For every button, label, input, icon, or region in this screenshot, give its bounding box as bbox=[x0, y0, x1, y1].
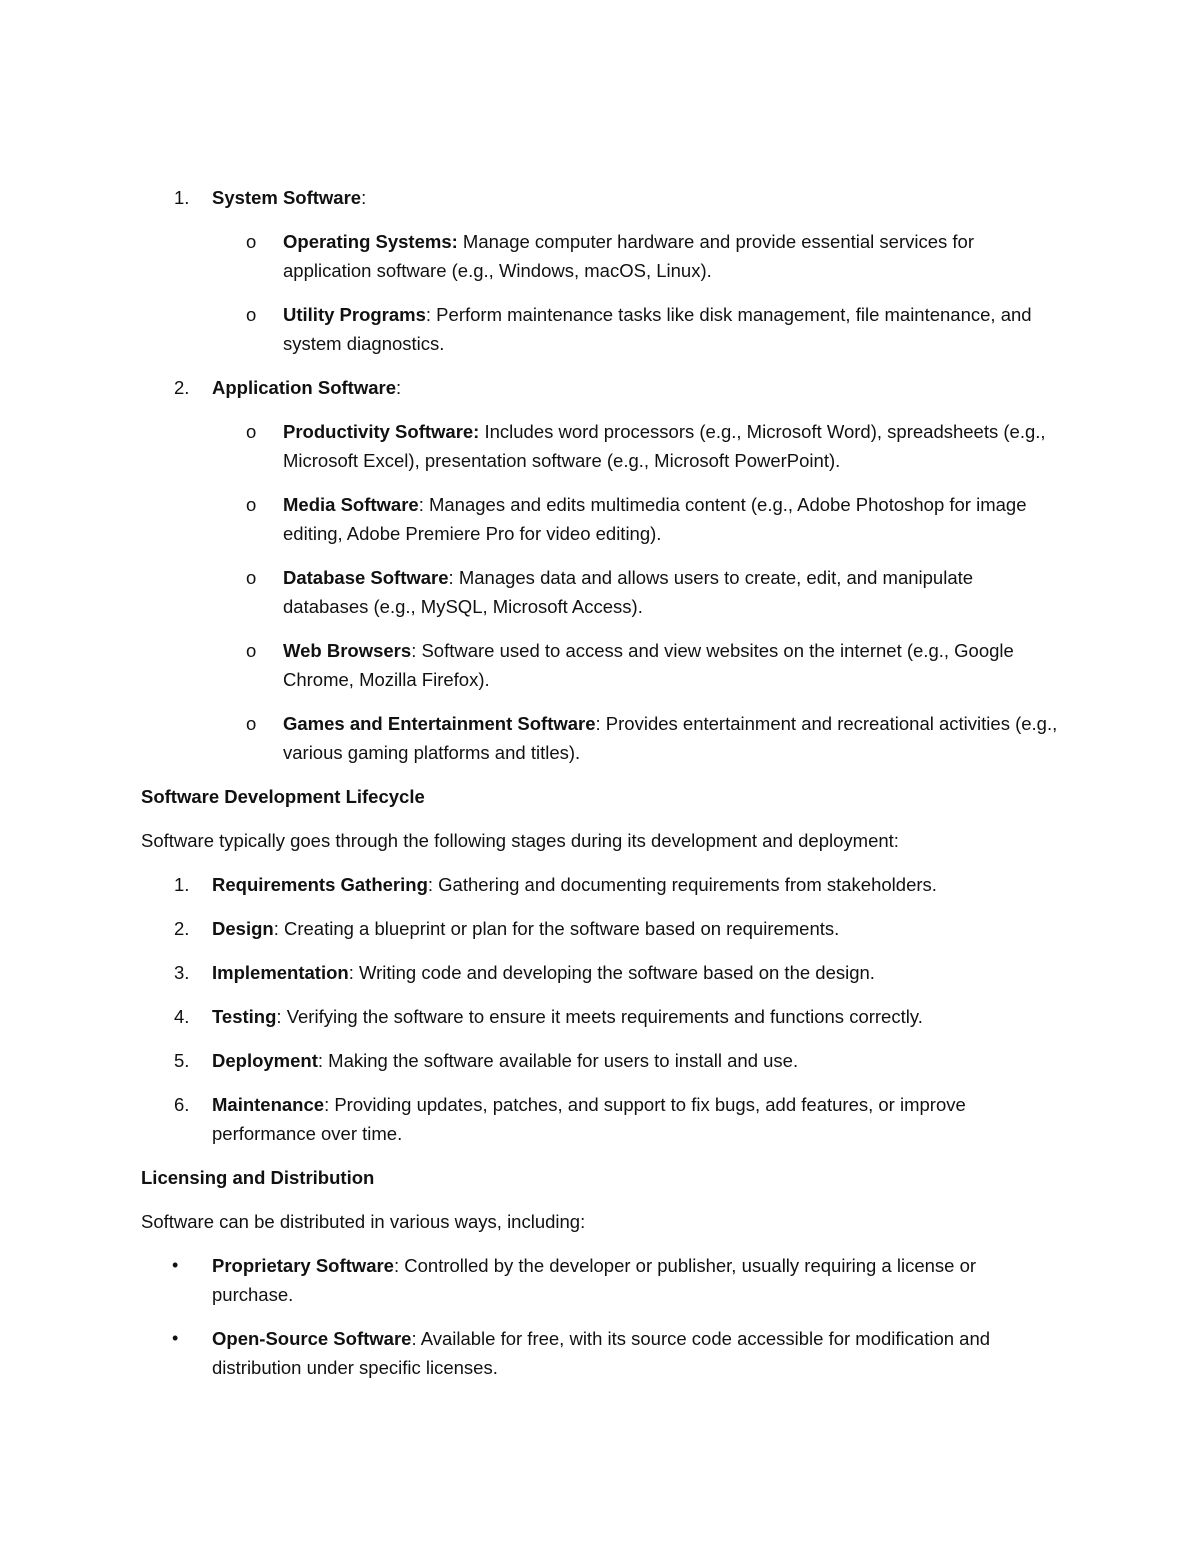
stage-text: : Creating a blueprint or plan for the software based on requirements. bbox=[273, 918, 840, 939]
section-heading-sdlc: Software Development Lifecycle bbox=[141, 786, 425, 807]
list-number: 1. bbox=[174, 187, 190, 208]
sub-item-text: Includes word processors (e.g., Microsoft Word), spreadsheets (e.g., Microsoft Excel), presentation software (e.g., Microsoft PowerPoint). bbox=[283, 421, 1046, 471]
stage-label: Testing bbox=[212, 1006, 277, 1027]
sub-item-productivity-software bbox=[0, 417, 1200, 475]
sub-item-text: : Provides entertainment and recreational activities (e.g., various gaming platforms and titles). bbox=[283, 713, 1058, 763]
circle-bullet-icon: o bbox=[246, 304, 257, 325]
sub-item-text: : Manages and edits multimedia content (e.g., Adobe Photoshop for image editing, Adobe Premiere Pro for video editing). bbox=[283, 494, 1027, 544]
list-number: 4. bbox=[174, 1006, 190, 1027]
stage-text: : Making the software available for users to install and use. bbox=[317, 1050, 799, 1071]
sub-item-label: Media Software bbox=[283, 494, 419, 515]
sdlc-stage-testing bbox=[0, 1002, 1200, 1031]
section-heading-licensing: Licensing and Distribution bbox=[141, 1167, 375, 1188]
stage-label: Requirements Gathering bbox=[212, 874, 428, 895]
sdlc-stage-maintenance bbox=[0, 1090, 1200, 1148]
bullet-dot-icon: • bbox=[172, 1328, 179, 1348]
sdlc-stage-design bbox=[0, 914, 1200, 943]
stage-label: Deployment bbox=[212, 1050, 318, 1071]
sub-item-text: : Manages data and allows users to create, edit, and manipulate databases (e.g., MySQL, Microsoft Access). bbox=[283, 567, 974, 617]
stage-label: Design bbox=[212, 918, 274, 939]
section-intro-licensing: Software can be distributed in various ways, including: bbox=[141, 1211, 586, 1232]
circle-bullet-icon: o bbox=[246, 231, 257, 252]
item-colon: : bbox=[396, 377, 402, 398]
sub-item-label: Web Browsers bbox=[283, 640, 412, 661]
stage-text: : Providing updates, patches, and support to fix bugs, add features, or improve performance over time. bbox=[212, 1094, 966, 1144]
sub-item-label: Database Software bbox=[283, 567, 449, 588]
sub-item-media-software bbox=[0, 490, 1200, 548]
list-number: 6. bbox=[174, 1094, 190, 1115]
sub-item-label: Operating Systems: bbox=[283, 231, 458, 252]
section-intro-sdlc: Software typically goes through the following stages during its development and deployment: bbox=[141, 830, 899, 851]
license-label: Open-Source Software bbox=[212, 1328, 412, 1349]
sub-item-games-software bbox=[0, 709, 1200, 767]
list-item-system-software bbox=[0, 183, 1200, 212]
sub-item-label: Games and Entertainment Software bbox=[283, 713, 596, 734]
circle-bullet-icon: o bbox=[246, 494, 257, 515]
document-content bbox=[0, 183, 1200, 1382]
license-item-open-source bbox=[0, 1324, 1200, 1382]
stage-text: : Verifying the software to ensure it meets requirements and functions correctly. bbox=[276, 1006, 923, 1027]
sdlc-stage-implementation bbox=[0, 958, 1200, 987]
list-number: 1. bbox=[174, 874, 190, 895]
stage-text: : Writing code and developing the software based on the design. bbox=[348, 962, 875, 983]
list-number: 2. bbox=[174, 918, 190, 939]
license-text: : Available for free, with its source code accessible for modification and distribution under specific licenses. bbox=[212, 1328, 991, 1378]
list-item-application-software bbox=[0, 373, 1200, 402]
circle-bullet-icon: o bbox=[246, 640, 257, 661]
item-title: Application Software bbox=[212, 377, 396, 398]
circle-bullet-icon: o bbox=[246, 567, 257, 588]
license-label: Proprietary Software bbox=[212, 1255, 394, 1276]
bullet-dot-icon: • bbox=[172, 1255, 179, 1275]
sub-item-database-software bbox=[0, 563, 1200, 621]
sub-item-text: : Perform maintenance tasks like disk management, file maintenance, and system diagnostics. bbox=[283, 304, 1032, 354]
sub-item-operating-systems bbox=[0, 227, 1200, 285]
circle-bullet-icon: o bbox=[246, 713, 257, 734]
list-number: 2. bbox=[174, 377, 190, 398]
sub-item-text: : Software used to access and view websites on the internet (e.g., Google Chrome, Mozilla Firefox). bbox=[283, 640, 1014, 690]
stage-text: : Gathering and documenting requirements from stakeholders. bbox=[427, 874, 937, 895]
item-colon: : bbox=[361, 187, 367, 208]
sub-item-text: Manage computer hardware and provide essential services for application software (e.g., Windows, macOS, Linux). bbox=[283, 231, 974, 281]
sub-item-web-browsers bbox=[0, 636, 1200, 694]
sub-item-utility-programs bbox=[0, 300, 1200, 358]
stage-label: Maintenance bbox=[212, 1094, 325, 1115]
sub-item-label: Utility Programs bbox=[283, 304, 426, 325]
license-item-proprietary bbox=[0, 1251, 1200, 1309]
circle-bullet-icon: o bbox=[246, 421, 257, 442]
license-text: : Controlled by the developer or publisher, usually requiring a license or purchase. bbox=[212, 1255, 977, 1305]
item-title: System Software bbox=[212, 187, 362, 208]
stage-label: Implementation bbox=[212, 962, 349, 983]
sdlc-stage-deployment bbox=[0, 1046, 1200, 1075]
list-number: 5. bbox=[174, 1050, 190, 1071]
list-number: 3. bbox=[174, 962, 190, 983]
sub-item-label: Productivity Software: bbox=[283, 421, 480, 442]
sdlc-stage-requirements bbox=[0, 870, 1200, 899]
